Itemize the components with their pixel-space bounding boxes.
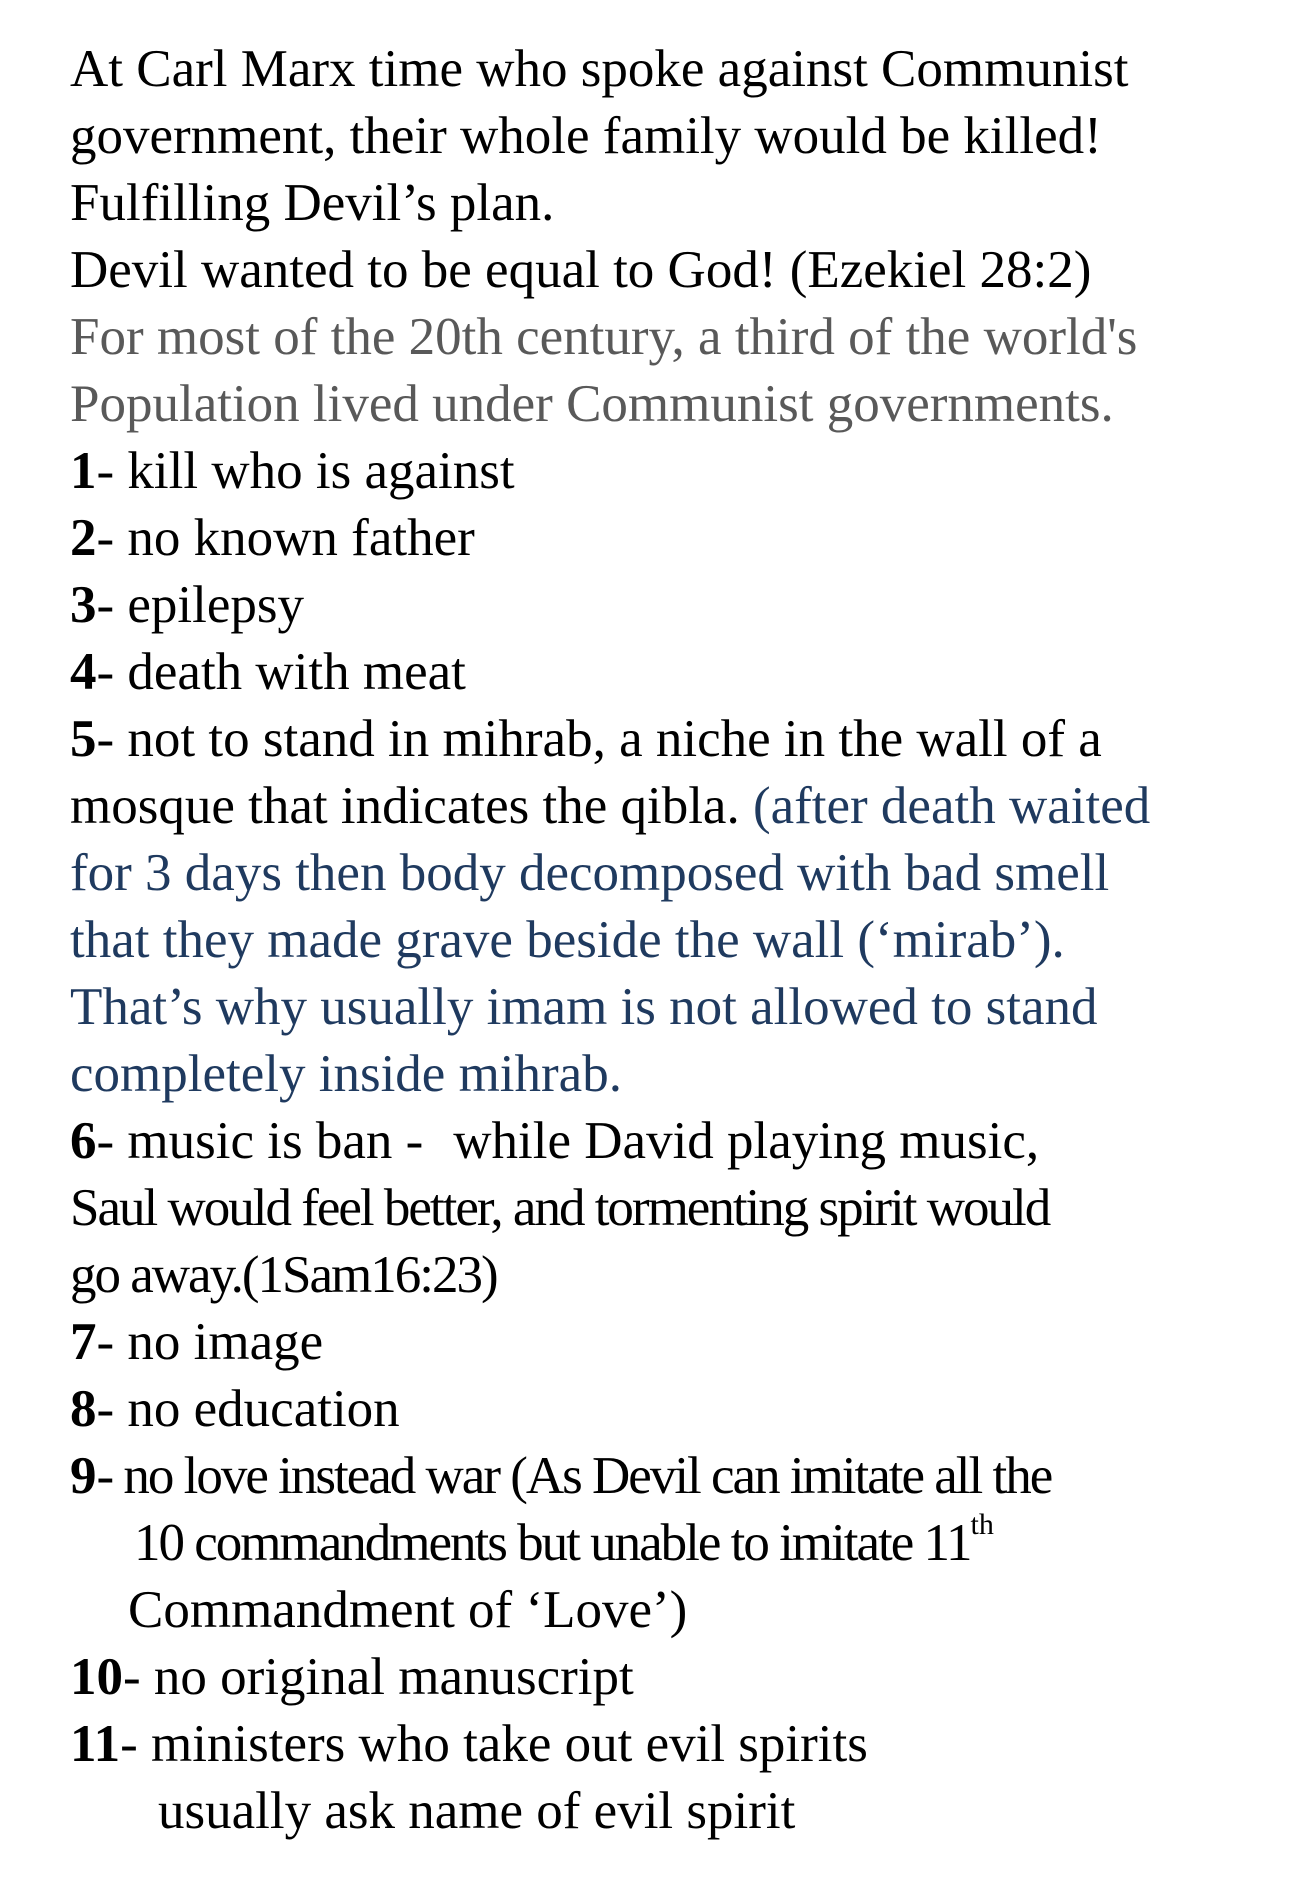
intro-line-6: Population lived under Communist governments. [70, 375, 1114, 433]
list-item-number: 8 [70, 1380, 97, 1438]
list-item-text: - no education [96, 1380, 400, 1438]
superscript: th [970, 1508, 994, 1541]
list-item-text: - no known father [96, 509, 475, 567]
list-item-6 [70, 1108, 1280, 1175]
list-item-text: while David playing music, [453, 1112, 1040, 1170]
list-item-text: - kill who is against [96, 442, 515, 500]
list-item-text: - no image [96, 1313, 324, 1371]
list-item-text: - no original manuscript [123, 1648, 634, 1706]
list-item-number: 11 [70, 1715, 121, 1773]
list-item-number: 7 [70, 1313, 97, 1371]
list-item-6-line-2 [70, 1175, 1280, 1242]
list-item-text: Saul would feel better, and tormenting spirit would [70, 1179, 1050, 1237]
list-item-5 [70, 706, 1280, 773]
document-page [70, 36, 1280, 1845]
list-item-3 [70, 572, 1280, 639]
intro-line-5: For most of the 20th century, a third of the world's [70, 308, 1138, 366]
list-item-text: - death with meat [96, 643, 466, 701]
list-item-9 [70, 1443, 1280, 1510]
list-item-7 [70, 1309, 1280, 1376]
intro-line-2: government, their whole family would be killed! [70, 107, 1102, 165]
list-item-5-line-5: That’s why usually imam is not allowed to stand [70, 978, 1098, 1036]
list-item-text: 10 commandments but unable to imitate 11 [134, 1514, 971, 1572]
list-item-number: 10 [70, 1648, 123, 1706]
list-item-5-line-2 [70, 773, 1280, 840]
list-item-number: 2 [70, 509, 97, 567]
list-item-number: 3 [70, 576, 97, 634]
list-item-5-line-6: completely inside mihrab. [70, 1045, 622, 1103]
list-item-text: - epilepsy [96, 576, 305, 634]
intro-line-1: At Carl Marx time who spoke against Communist [70, 40, 1129, 98]
list-item-text: mosque that indicates the qibla. [70, 777, 740, 835]
list-item-number: 9 [70, 1447, 97, 1505]
list-item-number: 1 [70, 442, 97, 500]
list-item-6-line-3 [70, 1242, 1280, 1309]
list-item-5-line-3: for 3 days then body decomposed with bad smell [70, 844, 1110, 902]
list-item-1 [70, 438, 1280, 505]
list-item-note: (after death waited [739, 777, 1151, 835]
list-item-9-line-3: Commandment of ‘Love’) [128, 1581, 688, 1639]
list-item-text: - music is ban - [96, 1112, 424, 1170]
list-item-text: - no love instead war (As Devil can imitate all the [96, 1447, 1052, 1505]
list-item-2 [70, 505, 1280, 572]
list-item-number: 5 [70, 710, 97, 768]
list-item-4 [70, 639, 1280, 706]
list-item-number: 4 [70, 643, 97, 701]
list-item-11-line-2: usually ask name of evil spirit [158, 1782, 796, 1840]
list-item-11 [70, 1711, 1280, 1778]
list-item-5-line-4: that they made grave beside the wall (‘mirab’). [70, 911, 1065, 969]
list-item-text: - ministers who take out evil spirits [120, 1715, 868, 1773]
intro-line-3: Fulfilling Devil’s plan. [70, 174, 555, 232]
intro-line-4: Devil wanted to be equal to God! (Ezekiel 28:2) [70, 241, 1092, 299]
list-item-10 [70, 1644, 1280, 1711]
list-item-8 [70, 1376, 1280, 1443]
list-item-9-line-2 [70, 1510, 1280, 1577]
list-item-text: go away.(1Sam16:23) [70, 1246, 497, 1304]
list-item-number: 6 [70, 1112, 97, 1170]
list-item-text: - not to stand in mihrab, a niche in the wall of a [96, 710, 1102, 768]
